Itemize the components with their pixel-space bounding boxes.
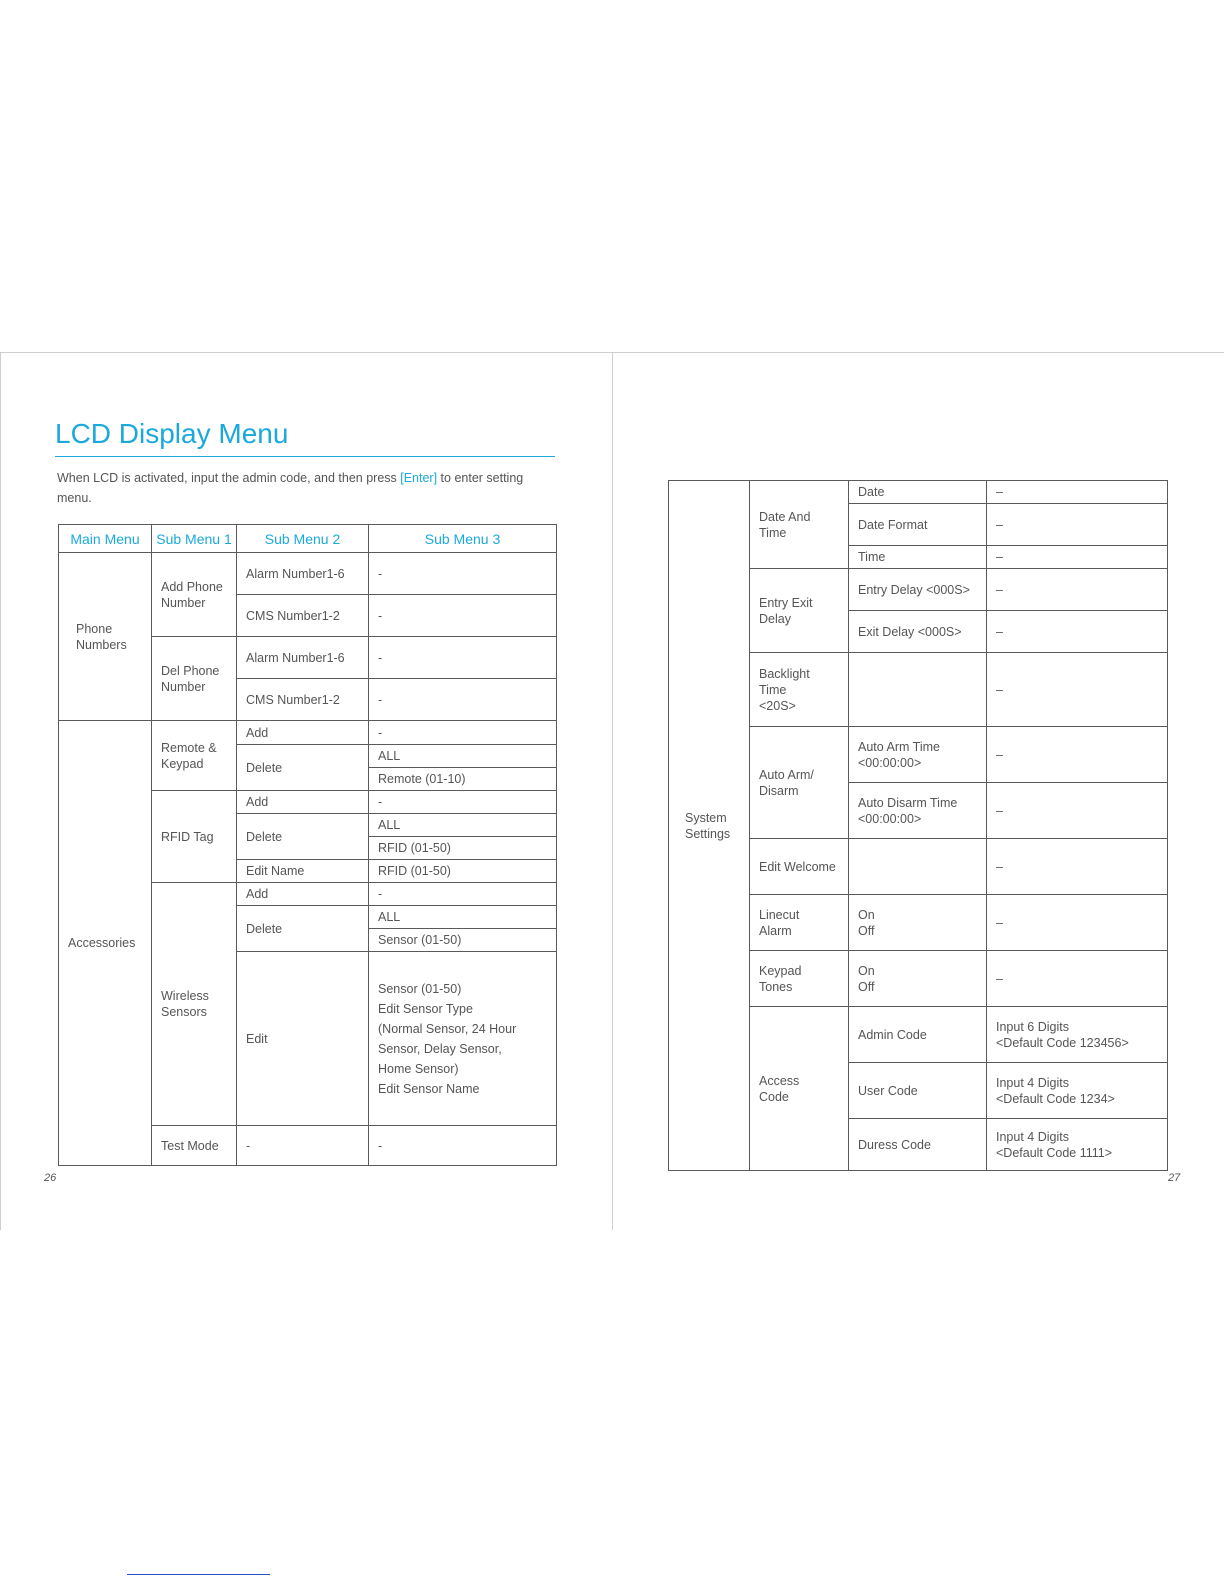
cell-wireless-edit-options: Sensor (01-50) Edit Sensor Type (Normal Sensor, 24 Hour Sensor, Delay Sensor, Home Sensor) Edit Sensor Name — [369, 952, 557, 1126]
header-sub-menu-2: Sub Menu 2 — [237, 525, 369, 553]
cell-value: – — [987, 727, 1168, 783]
intro-text-part: to enter setting menu. — [57, 471, 524, 505]
cell-value: Remote (01-10) — [369, 768, 557, 791]
cell-auto-disarm-time: Auto Disarm Time <00:00:00> — [849, 783, 987, 839]
cell-del-cms-number: CMS Number1-2 — [237, 679, 369, 721]
header-sub-menu-1: Sub Menu 1 — [152, 525, 237, 553]
page-number-right: 27 — [1168, 1172, 1181, 1184]
cell-value: ALL — [369, 745, 557, 768]
cell-value: RFID (01-50) — [369, 860, 557, 883]
cell-wireless-edit: Edit — [237, 952, 369, 1126]
enter-key-highlight: [Enter] — [400, 471, 438, 485]
cell-phone-numbers: Phone Numbers — [59, 553, 152, 721]
cell-value: - — [369, 721, 557, 745]
cell-value: – — [987, 895, 1168, 951]
cell-value: - — [369, 679, 557, 721]
cell-date: Date — [849, 481, 987, 504]
cell-exit-delay: Exit Delay <000S> — [849, 611, 987, 653]
cell-value: - — [369, 1126, 557, 1166]
cell-rfid-edit-name: Edit Name — [237, 860, 369, 883]
cell-value: ALL — [369, 814, 557, 837]
table-row — [669, 481, 1168, 504]
page-gutter — [612, 352, 613, 1230]
table-header-row — [59, 525, 557, 553]
cell-on-off: On Off — [849, 951, 987, 1007]
cell-value: ALL — [369, 906, 557, 929]
cell-value: – — [987, 783, 1168, 839]
header-main-menu: Main Menu — [59, 525, 152, 553]
cell-auto-arm-disarm: Auto Arm/ Disarm — [750, 727, 849, 839]
cell-wireless-sensors: Wireless Sensors — [152, 883, 237, 1126]
cell-value: Input 4 Digits <Default Code 1111> — [987, 1119, 1168, 1171]
cell-empty — [849, 653, 987, 727]
cell-rfid-tag: RFID Tag — [152, 791, 237, 883]
cell-value: – — [987, 611, 1168, 653]
cell-value: – — [987, 569, 1168, 611]
cell-auto-arm-time: Auto Arm Time <00:00:00> — [849, 727, 987, 783]
cell-value: - — [369, 791, 557, 814]
cell-duress-code: Duress Code — [849, 1119, 987, 1171]
cell-value: – — [987, 839, 1168, 895]
cell-add-phone-number: Add Phone Number — [152, 553, 237, 637]
cell-admin-code: Admin Code — [849, 1007, 987, 1063]
intro-text-part: When LCD is activated, input the admin code, and then press — [57, 471, 401, 485]
cell-accessories: Accessories — [59, 721, 152, 1166]
intro-text — [57, 468, 557, 508]
cell-value: Input 4 Digits <Default Code 1234> — [987, 1063, 1168, 1119]
bottom-rule — [127, 1574, 270, 1575]
page-number-left: 26 — [44, 1172, 57, 1184]
cell-del-alarm-number: Alarm Number1-6 — [237, 637, 369, 679]
cell-access-code: Access Code — [750, 1007, 849, 1171]
cell-add-cms-number: CMS Number1-2 — [237, 595, 369, 637]
cell-rfid-add: Add — [237, 791, 369, 814]
cell-value: – — [987, 481, 1168, 504]
table-row — [59, 721, 557, 745]
cell-date-format: Date Format — [849, 504, 987, 546]
cell-value: - — [237, 1126, 369, 1166]
cell-value: – — [987, 951, 1168, 1007]
cell-value: - — [369, 637, 557, 679]
cell-keypad-tones: Keypad Tones — [750, 951, 849, 1007]
cell-value: - — [369, 553, 557, 595]
lcd-menu-table-left — [58, 524, 557, 1166]
cell-value: Input 6 Digits <Default Code 123456> — [987, 1007, 1168, 1063]
cell-wireless-add: Add — [237, 883, 369, 906]
cell-entry-exit-delay: Entry Exit Delay — [750, 569, 849, 653]
cell-value: RFID (01-50) — [369, 837, 557, 860]
lcd-menu-table-right — [668, 480, 1168, 1171]
cell-user-code: User Code — [849, 1063, 987, 1119]
cell-wireless-delete: Delete — [237, 906, 369, 952]
cell-backlight-time: Backlight Time <20S> — [750, 653, 849, 727]
cell-entry-delay: Entry Delay <000S> — [849, 569, 987, 611]
cell-value: - — [369, 595, 557, 637]
cell-del-phone-number: Del Phone Number — [152, 637, 237, 721]
cell-value: – — [987, 504, 1168, 546]
cell-edit-welcome: Edit Welcome — [750, 839, 849, 895]
cell-add-alarm-number: Alarm Number1-6 — [237, 553, 369, 595]
cell-rfid-delete: Delete — [237, 814, 369, 860]
cell-time: Time — [849, 546, 987, 569]
cell-date-and-time: Date And Time — [750, 481, 849, 569]
header-sub-menu-3: Sub Menu 3 — [369, 525, 557, 553]
table-row — [59, 553, 557, 595]
cell-test-mode: Test Mode — [152, 1126, 237, 1166]
page-left-edge — [0, 352, 1, 1230]
cell-remote-keypad: Remote & Keypad — [152, 721, 237, 791]
cell-empty — [849, 839, 987, 895]
cell-remote-add: Add — [237, 721, 369, 745]
cell-value: – — [987, 653, 1168, 727]
cell-value: – — [987, 546, 1168, 569]
cell-remote-delete: Delete — [237, 745, 369, 791]
cell-on-off: On Off — [849, 895, 987, 951]
cell-value: - — [369, 883, 557, 906]
cell-value: Sensor (01-50) — [369, 929, 557, 952]
page-title: LCD Display Menu — [55, 416, 555, 457]
cell-linecut-alarm: Linecut Alarm — [750, 895, 849, 951]
cell-system-settings: System Settings — [669, 481, 750, 1171]
